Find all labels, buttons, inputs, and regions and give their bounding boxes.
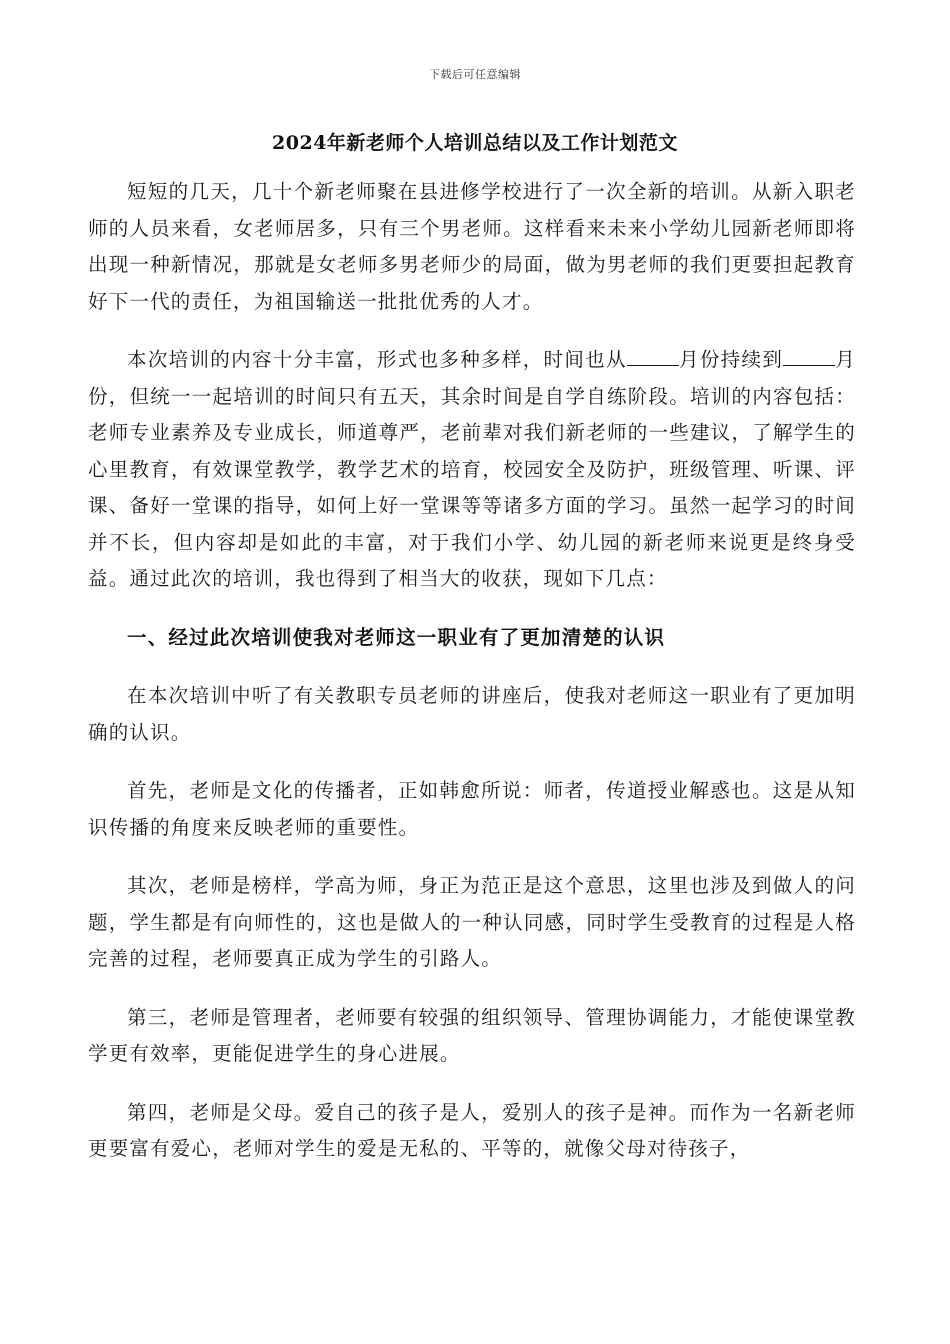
paragraph-2-part-c: 月份，但统一一起培训的时间只有五天，其余时间是自学自练阶段。培训的内容包括：老师专业素养及专业成长，师道尊严，老前辈对我们新老师的一些建议，了解学生的心里教育，有效课堂教学，教学艺术的培育，校园安全及防护，班级管理、听课、评课、备好一堂课的指导，如何上好一堂课等等诸多方面的学习。虽然一起学习的时间并不长，但内容却是如此的丰富，对于我们小学、幼儿园的新老师来说更是终身受益。通过此次的培训，我也得到了相当大的收获，现如下几点： xyxy=(88,348,856,590)
paragraph-7: 第四，老师是父母。爱自己的孩子是人，爱别人的孩子是神。而作为一名新老师更要富有爱心，老师对学生的爱是无私的、平等的，就像父母对待孩子， xyxy=(88,1100,856,1160)
paragraph-spacer xyxy=(88,656,856,678)
paragraph-spacer xyxy=(88,751,856,773)
paragraph-2-part-a: 本次培训的内容十分丰富，形式也多种多样，时间也从 xyxy=(127,348,627,371)
document-body xyxy=(88,174,856,1168)
document-title: 2024年新老师个人培训总结以及工作计划范文 xyxy=(272,132,678,154)
section-heading-1: 一、经过此次培训使我对老师这一职业有了更加清楚的认识 xyxy=(127,625,666,649)
paragraph-2-part-b: 月份持续到 xyxy=(678,348,784,371)
fill-in-blank-1 xyxy=(627,343,679,366)
paragraph-6: 第三，老师是管理者，老师要有较强的组织领导、管理协调能力，才能使课堂教学更有效率，更能促进学生的身心进展。 xyxy=(88,1005,856,1065)
paragraph-spacer xyxy=(88,598,856,620)
paragraph-spacer xyxy=(88,320,856,342)
paragraph-spacer xyxy=(88,978,856,1000)
paragraph-5: 其次，老师是榜样，学高为师，身正为范正是这个意思，这里也涉及到做人的问题，学生都是有向师性的，这也是做人的一种认同感，同时学生受教育的过程是人格完善的过程，老师要真正成为学生的引路人。 xyxy=(88,874,856,970)
paragraph-spacer xyxy=(88,1073,856,1095)
paragraph-spacer xyxy=(88,846,856,868)
paragraph-1: 短短的几天，几十个新老师聚在县进修学校进行了一次全新的培训。从新入职老师的人员来看，女老师居多，只有三个男老师。这样看来未来小学幼儿园新老师即将出现一种新情况，那就是女老师多男老师少的局面，做为男老师的我们更要担起教育好下一代的责任，为祖国输送一批批优秀的人才。 xyxy=(88,180,856,313)
paragraph-4: 首先，老师是文化的传播者，正如韩愈所说：师者，传道授业解惑也。这是从知识传播的角度来反映老师的重要性。 xyxy=(88,779,856,839)
fill-in-blank-2 xyxy=(783,343,835,366)
header-note: 下载后可任意编辑 xyxy=(429,68,521,81)
paragraph-3: 在本次培训中听了有关教职专员老师的讲座后，使我对老师这一职业有了更加明确的认识。 xyxy=(88,684,856,744)
paragraph-2 xyxy=(88,342,856,598)
